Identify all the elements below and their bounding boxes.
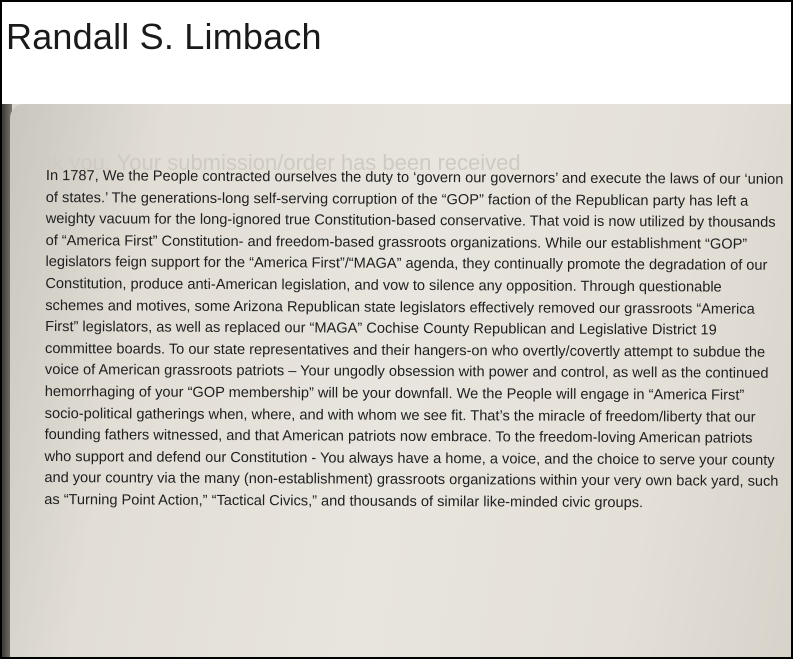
author-name: Randall S. Limbach: [6, 16, 322, 57]
bleed-through-text: nk you. Your submission/order has been received: [40, 150, 521, 175]
letter-photo: [2, 104, 791, 657]
letter-body: In 1787, We the People contracted ourselves the duty to ‘govern our governors’ and execute the laws of our ‘union of states.’ The generations-long self-serving corruption of the “GOP” faction of the Republican party has left a weighty vacuum for the long-ignored true Constitution-based conservative. That void is now utilized by thousands of “America First” Constitution- and freedom-based grassroots organizations. While our establishment “GOP” legislators feign support for the “America First”/“MAGA” agenda, they continually promote the degradation of our Constitution, produce anti-American legislation, and vow to silence any opposition. Through questionable schemes and motives, some Arizona Republican state legislators effectively removed our grassroots “America First” legislators, as well as replaced our “MAGA” Cochise County Republican and Legislative District 19 committee boards. To our state representatives and their hangers-on who overtly/covertly attempt to subdue the voice of American grassroots patriots – Your ungodly obsession with power and control, as well as the continued hemorrhaging of your “GOP membership” will be your downfall. We the People will engage in “America First” socio-political gatherings when, where, and with whom we see fit. That’s the miracle of freedom/liberty that our founding fathers witnessed, and that American patriots now embrace. To the freedom-loving American patriots who support and defend our Constitution - You always have a home, a voice, and the choice to serve your county and your country via the many (non-establishment) grassroots organizations within your very own back yard, such as “Turning Point Action,” “Tactical Civics,” and thousands of similar like-minded civic groups.: [44, 167, 784, 512]
paper-sheet: [10, 104, 791, 657]
